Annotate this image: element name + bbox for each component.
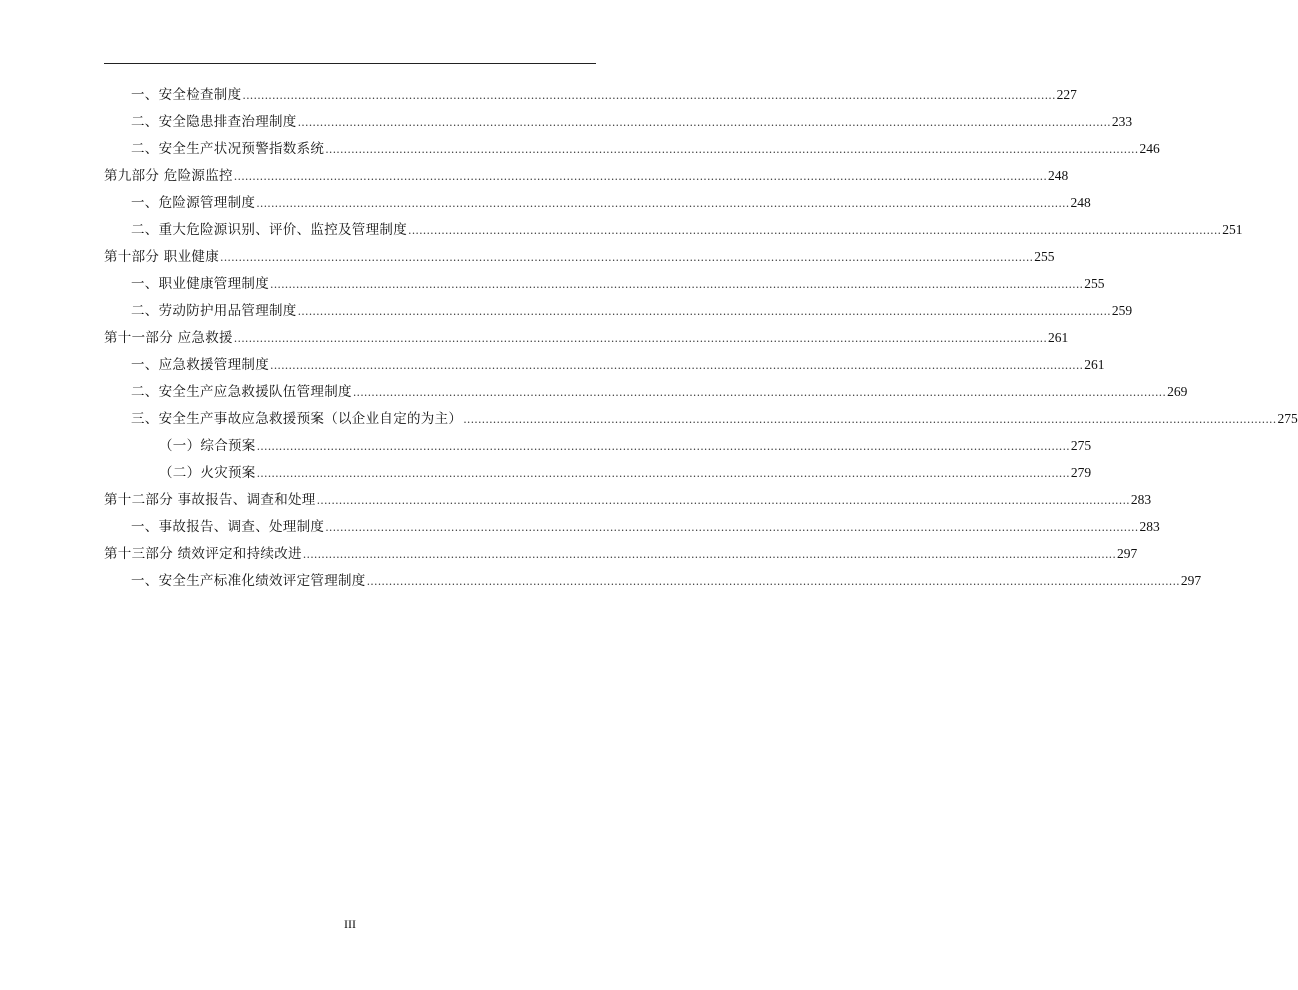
toc-leader-dots: ............................................................................................................................................................................................................................ [220,251,1034,264]
toc-leader-dots: ............................................................................................................................................................................................................................ [352,386,1167,399]
toc-leader-dots: ............................................................................................................................................................................................................................ [302,548,1117,561]
toc-entry-page: 283 [1130,492,1152,507]
toc-entry-page: 233 [1111,114,1133,129]
toc-entry-page: 227 [1056,87,1077,102]
toc-entry-title: 一、事故报告、调查、处理制度 [131,519,325,535]
toc-leader-dots: ............................................................................................................................................................................................................................ [408,224,1222,237]
toc-entry-page: 269 [1167,384,1188,399]
toc-entry[interactable] [104,111,1133,138]
toc-entry[interactable] [104,192,1091,219]
toc-entry[interactable] [104,462,1092,489]
toc-entry-page: 261 [1084,357,1105,372]
toc-entry-title: 一、安全生产标准化绩效评定管理制度 [131,573,366,589]
toc-entry-title: 一、危险源管理制度 [131,195,256,211]
toc-entry-page: 248 [1070,195,1091,210]
toc-entry[interactable] [104,516,1160,543]
toc-entry-page: 248 [1048,168,1069,183]
toc-entry-page: 297 [1117,546,1138,561]
toc-leader-dots: ............................................................................................................................................................................................................................ [325,521,1139,534]
toc-entry[interactable] [104,570,1202,597]
toc-entry-title: 第十一部分 应急救援 [104,330,233,346]
toc-entry[interactable] [104,84,1077,111]
toc-entry-page: 297 [1180,573,1202,588]
toc-entry-page: 255 [1034,249,1055,264]
toc-entry[interactable] [104,489,1152,516]
toc-entry-title: 第十部分 职业健康 [104,249,219,265]
toc-entry[interactable] [104,408,1298,435]
toc-entry-title: 二、劳动防护用品管理制度 [131,303,297,319]
toc-entry-page: 283 [1139,519,1160,534]
toc-leader-dots: ............................................................................................................................................................................................................................ [325,143,1139,156]
toc-entry-page: 279 [1070,465,1092,480]
toc-entry-title: 一、应急救援管理制度 [131,357,269,373]
toc-entry-title: （二）火灾预案 [159,465,256,481]
page-number: III [344,917,356,931]
toc-entry-title: 一、安全检查制度 [131,87,242,103]
toc-leader-dots: ............................................................................................................................................................................................................................ [242,89,1056,102]
toc-entry[interactable] [104,219,1243,246]
toc-entry[interactable] [104,327,1069,354]
toc-entry-title: 一、职业健康管理制度 [131,276,269,292]
toc-entry[interactable] [104,543,1138,570]
toc-entry-title: （一）综合预案 [159,438,256,454]
toc-entry[interactable] [104,354,1105,381]
toc-entry-page: 251 [1222,222,1243,237]
toc-entry[interactable] [104,381,1188,408]
toc-entry[interactable] [104,165,1069,192]
toc-entry-title: 第十二部分 事故报告、调查和处理 [104,492,316,508]
toc-leader-dots: ............................................................................................................................................................................................................................ [316,494,1130,507]
toc-leader-dots: ............................................................................................................................................................................................................................ [233,332,1048,345]
toc-leader-dots: ............................................................................................................................................................................................................................ [256,467,1070,480]
toc-entry-title: 第九部分 危险源监控 [104,168,233,184]
toc-leader-dots: ............................................................................................................................................................................................................................ [270,359,1084,372]
toc-entry[interactable] [104,138,1160,165]
toc-entry[interactable] [104,273,1105,300]
header-rule [104,63,596,64]
toc-entry-title: 二、安全隐患排查治理制度 [131,114,297,130]
toc-leader-dots: ............................................................................................................................................................................................................................ [463,413,1277,426]
toc-leader-dots: ............................................................................................................................................................................................................................ [297,116,1111,129]
toc-entry-title: 第十三部分 绩效评定和持续改进 [104,546,302,562]
toc-entry[interactable] [104,246,1055,273]
toc-entry-title: 二、安全生产应急救援队伍管理制度 [131,384,352,400]
toc-leader-dots: ............................................................................................................................................................................................................................ [233,170,1048,183]
table-of-contents [104,84,1298,597]
toc-leader-dots: ............................................................................................................................................................................................................................ [270,278,1084,291]
toc-entry-page: 259 [1111,303,1133,318]
toc-leader-dots: ............................................................................................................................................................................................................................ [256,197,1070,210]
toc-leader-dots: ............................................................................................................................................................................................................................ [366,575,1180,588]
toc-entry-page: 261 [1048,330,1069,345]
toc-entry[interactable] [104,300,1133,327]
toc-entry-page: 246 [1139,141,1160,156]
toc-leader-dots: ............................................................................................................................................................................................................................ [256,440,1070,453]
toc-entry-page: 275 [1070,438,1092,453]
toc-entry-title: 二、安全生产状况预警指数系统 [131,141,325,157]
toc-entry-title: 三、安全生产事故应急救援预案（以企业自定的为主） [131,411,463,427]
toc-entry-page: 275 [1277,411,1298,426]
toc-entry-title: 二、重大危险源识别、评价、监控及管理制度 [131,222,407,238]
toc-leader-dots: ............................................................................................................................................................................................................................ [297,305,1111,318]
toc-entry-page: 255 [1084,276,1105,291]
toc-entry[interactable] [104,435,1092,462]
